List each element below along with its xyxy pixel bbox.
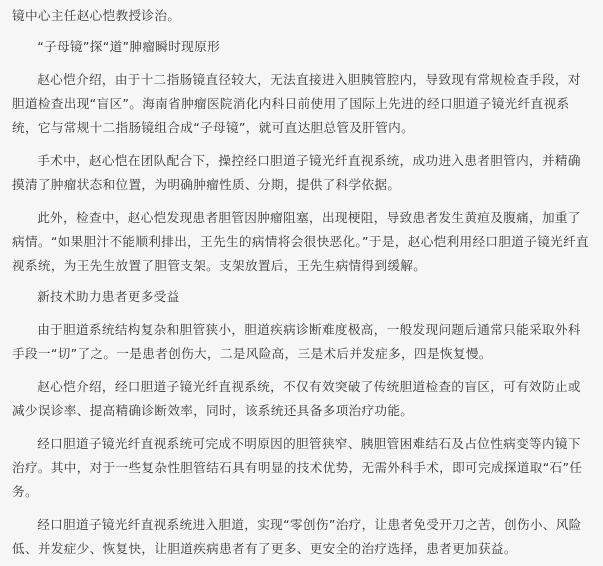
paragraph-system-benefits: 赵心恺介绍，经口胆道子镜光纤直视系统，不仅有效突破了传统胆道检查的盲区，可有效防止或减少误诊率、提高精确诊断效率，同时，该系统还具备多项治疗功能。 — [12, 379, 581, 418]
paragraph-continued-intro: 镜中心主任赵心恺教授诊治。 — [12, 8, 181, 23]
paragraph-treatment-capabilities: 经口胆道子镜光纤直视系统可完成不明原因的胆管狭窄、胰胆管困难结石及占位性病变等内镜下治疗。其中，对于一些复杂性胆管结石具有明显的技术优势，无需外科手术，即可完成探道取“石”任务。 — [12, 436, 583, 499]
paragraph-zero-trauma: 经口胆道子镜光纤直视系统进入胆道，实现“零创伤”治疗，让患者免受开刀之苦，创伤小、风险低、并发症少、恢复快，让胆道疾病患者有了更多、更安全的治疗选择，患者更加获益。 — [12, 517, 582, 556]
paragraph-diagnosis-difficulty: 由于胆道系统结构复杂和胆管狭小，胆道疾病诊断难度极高，一般发现问题后通常只能采取外科手段一“切”了之。一是患者创伤大，二是风险高，三是术后并发症多，四是恢复慢。 — [12, 322, 581, 361]
paragraph-stent-placement: 此外，检查中，赵心恺发现患者胆管因肿瘤阻塞，出现梗阻，导致患者发生黄疸及腹痛，加重了病情。“如果胆汁不能顺利排出，王先生的病情将会很快恶化。”于是，赵心恺利用经口胆道子镜光纤直视系统，为王先生放置了胆管支架。支架放置后，王先生病情得到缓解。 — [12, 210, 589, 273]
paragraph-scope-introduction: 赵心恺介绍，由于十二指肠镜直径较大，无法直接进入胆胰管腔内，导致现有常规检查手段，对胆道检查出现“盲区”。海南省肿瘤医院消化内科日前使用了国际上先进的经口胆道子镜光纤直视系统，它与常规十二指肠镜组合成“子母镜”，就可直达胆总管及肝管内。 — [12, 72, 581, 135]
section-heading-child-mother-scope: “子母镜”探“道”胂瘤瞬时现原形 — [37, 39, 221, 54]
section-heading-new-technology: 新技术助力患者更多受益 — [37, 289, 180, 304]
paragraph-surgery: 手术中，赵心恺在团队配合下，操控经口胆道子镜光纤直视系统，成功进入患者胆管内，并精确摸清了肿瘤状态和位置，为明确肿瘤性质、分期，提供了科学依据。 — [12, 153, 581, 192]
